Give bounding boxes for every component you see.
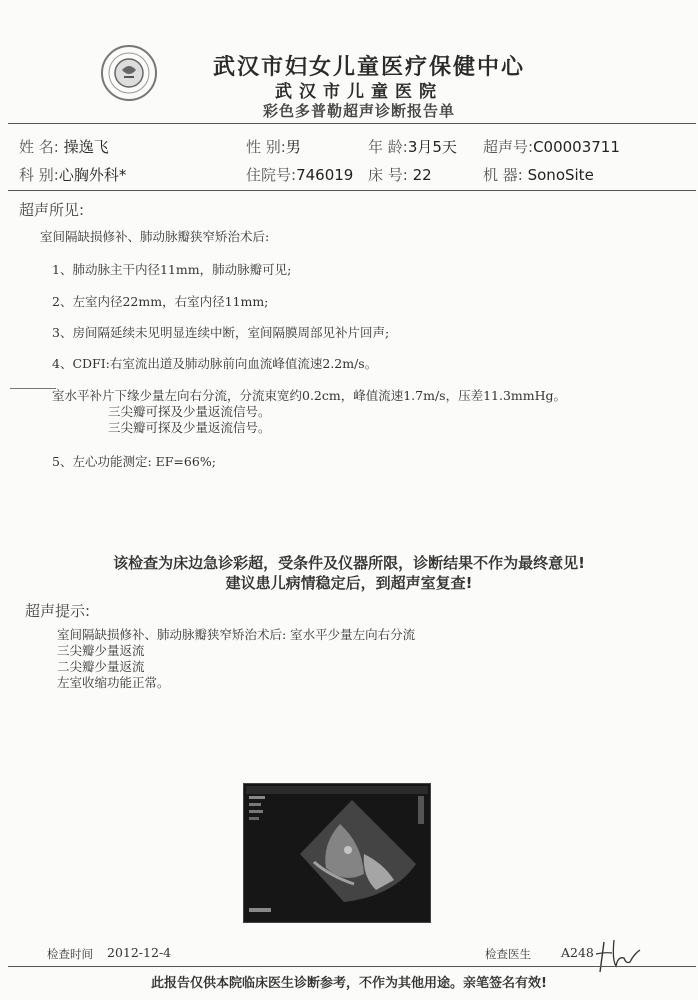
doctor-label: 检查医生 — [485, 947, 531, 961]
bed-label: 床 号: — [368, 166, 408, 184]
machine-label: 机 器: — [483, 166, 523, 184]
info-divider — [8, 190, 696, 191]
hospital-name: 武汉市妇女儿童医疗保健中心 — [212, 55, 525, 80]
findings-line: 1、肺动脉主干内径11mm，肺动脉瓣可见; — [52, 262, 292, 277]
ultrasound-number-field — [483, 136, 620, 157]
us-no-label: 超声号: — [483, 138, 534, 156]
name-value: 操逸飞 — [63, 138, 109, 156]
conclusion-line: 二尖瓣少量返流 — [57, 659, 145, 674]
notice-line-1: 该检查为床边急诊彩超，受条件及仪器所限，诊断结果不作为最终意见! — [113, 554, 585, 572]
dept-label: 科 别: — [19, 166, 59, 184]
findings-line: 三尖瓣可探及少量返流信号。 — [108, 404, 271, 419]
hospital-subname: 武汉市儿童医院 — [275, 82, 443, 102]
report-title: 彩色多普勒超声诊断报告单 — [262, 102, 455, 120]
conclusion-title: 超声提示: — [25, 602, 91, 620]
conclusion-line: 室间隔缺损修补、肺动脉瓣狭窄矫治术后: 室水平少量左向右分流 — [57, 627, 416, 642]
findings-line: 三尖瓣可探及少量返流信号。 — [108, 420, 271, 435]
findings-line: 室水平补片下缘少量左向右分流，分流束宽约0.2cm，峰值流速1.7m/s，压差11.3mmHg。 — [52, 388, 567, 403]
machine-value: SonoSite — [527, 166, 594, 184]
patient-sex-field — [246, 136, 301, 157]
conclusion-line: 左室收缩功能正常。 — [57, 675, 170, 690]
conclusion-line: 三尖瓣少量返流 — [57, 643, 145, 658]
dept-value: 心胸外科* — [58, 166, 127, 184]
findings-line: 4、CDFI:右室流出道及肺动脉前向血流峰值流速2.2m/s。 — [52, 356, 378, 371]
header-divider — [8, 123, 696, 124]
doctor-signature — [594, 936, 644, 976]
inpatient-number-field — [246, 164, 353, 185]
inpatient-label: 住院号: — [246, 166, 297, 184]
findings-line: 3、房间隔延续未见明显连续中断，室间隔膜周部见补片回声; — [52, 325, 390, 340]
findings-line: 5、左心功能测定: EF=66%; — [52, 454, 216, 469]
pen-mark — [10, 388, 56, 389]
exam-time-value: 2012-12-4 — [107, 945, 172, 960]
findings-line: 2、左室内径22mm，右室内径11mm; — [52, 294, 269, 309]
footer-divider — [8, 966, 696, 967]
age-value: 3月5天 — [407, 138, 457, 156]
findings-line: 室间隔缺损修补、肺动脉瓣狭窄矫治术后: — [40, 229, 270, 244]
department-field — [19, 164, 126, 185]
us-no-value: C00003711 — [533, 138, 620, 156]
doctor-id: A248 — [561, 945, 594, 960]
sex-label: 性 别: — [246, 138, 286, 156]
age-label: 年 龄: — [368, 138, 408, 156]
notice-line-2: 建议患儿病情稳定后，到超声室复查! — [225, 574, 473, 592]
exam-time-label: 检查时间 — [47, 947, 93, 961]
machine-field — [483, 164, 594, 185]
findings-title: 超声所见: — [19, 201, 85, 219]
bed-field — [368, 164, 432, 185]
name-label: 姓 名: — [19, 138, 59, 156]
inpatient-value: 746019 — [296, 166, 354, 184]
footer-note: 此报告仅供本院临床医生诊断参考，不作为其他用途。亲笔签名有效! — [151, 976, 547, 991]
patient-name-field — [19, 136, 109, 157]
patient-age-field — [368, 136, 457, 157]
sex-value: 男 — [285, 138, 301, 156]
bed-value: 22 — [412, 166, 432, 184]
ultrasound-image — [243, 783, 431, 923]
